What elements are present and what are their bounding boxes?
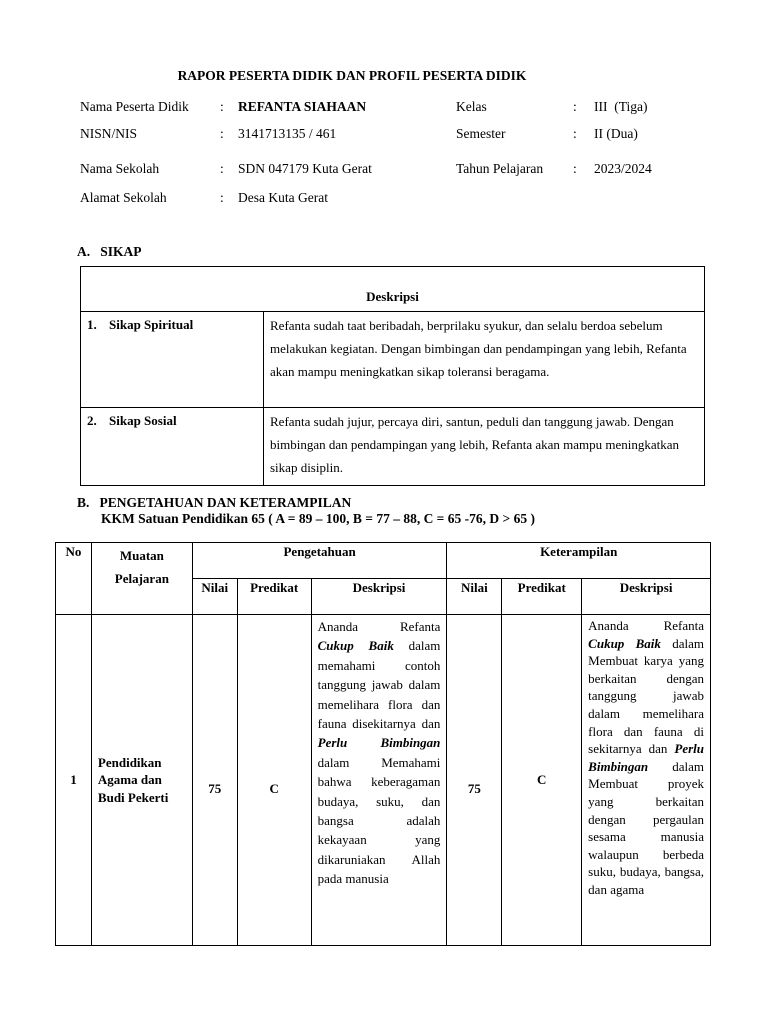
kkm-line: KKM Satuan Pendidikan 65 ( A = 89 – 100, B = 77 – 88, C = 65 -76, D > 65 ) — [101, 511, 535, 526]
colon: : — [573, 161, 577, 176]
pengetahuan-deskripsi — [311, 615, 447, 946]
table-row — [56, 615, 711, 946]
section-b-heading: B. PENGETAHUAN DAN KETERAMPILAN — [77, 495, 352, 510]
keterampilan-deskripsi — [582, 615, 711, 946]
desc-text: dalam Membuat karya yang berkaitan dengan tanggung jawab dalam memelihara flora dan fauna di sekitarnya dan — [588, 635, 704, 757]
nisn-label: NISN/NIS — [80, 126, 138, 141]
desc-text: Ananda Refanta — [317, 619, 441, 634]
muatan-pelajaran: Pendidikan Agama dan Budi Pekerti — [91, 615, 192, 946]
desc-bimbingan-emphasis: Perlu Bimbingan — [317, 735, 441, 751]
report-title: RAPOR PESERTA DIDIK DAN PROFIL PESERTA DIDIK — [177, 68, 527, 83]
pengetahuan-predikat: C — [237, 615, 311, 946]
semester-value: II (Dua) — [594, 126, 638, 141]
header-predikat: Predikat — [502, 579, 582, 615]
keterampilan-nilai: 75 — [447, 615, 502, 946]
desc-predikat-emphasis: Cukup Baik — [317, 638, 394, 654]
nilai-table — [55, 542, 711, 946]
table-row — [81, 312, 705, 408]
desc-text: dalam Membuat proyek yang berkaitan dengan pergaulan sesama manusia walaupun berbeda suku, budaya, bangsa, dan agama — [588, 758, 704, 897]
header-deskripsi: Deskripsi — [311, 579, 447, 615]
sikap-label — [81, 408, 264, 486]
alamat-value: Desa Kuta Gerat — [238, 190, 328, 205]
header-nilai: Nilai — [447, 579, 502, 615]
desc-text: dalam Memahami bahwa keberagaman budaya, suku, dan bangsa adalah kekayaan yang dikaruniakan Allah pada manusia — [317, 754, 441, 887]
header-keterampilan: Keterampilan — [447, 543, 711, 579]
tahun-value: 2023/2024 — [594, 161, 652, 176]
header-no: No — [56, 543, 92, 615]
row-number: 1 — [56, 615, 92, 946]
kelas-label: Kelas — [456, 99, 487, 114]
header-deskripsi: Deskripsi — [582, 579, 711, 615]
desc-text: dalam memahami contoh tanggung jawab dalam memelihara flora dan fauna disekitarnya dan — [317, 638, 441, 732]
sikap-description: Refanta sudah taat beribadah, berprilaku syukur, dan selalu berdoa sebelum melakukan kegiatan. Dengan bimbingan dan pendampingan yang lebih, Refanta akan mampu meningkatkan sikap toleransi beragama. — [264, 312, 705, 408]
colon: : — [220, 99, 224, 114]
tahun-label: Tahun Pelajaran — [456, 161, 544, 176]
sikap-table — [80, 266, 705, 486]
section-a-heading: A. SIKAP — [77, 244, 142, 259]
sikap-header: Deskripsi — [81, 267, 705, 312]
desc-text: Ananda Refanta — [588, 618, 704, 633]
header-nilai: Nilai — [192, 579, 237, 615]
sikap-label-text: Sikap Spiritual — [109, 317, 194, 332]
sikap-label-text: Sikap Sosial — [109, 413, 177, 428]
table-row — [81, 408, 705, 486]
row-number: 2. — [87, 413, 97, 428]
nama-label: Nama Peserta Didik — [80, 99, 189, 114]
pengetahuan-nilai: 75 — [192, 615, 237, 946]
header-muatan: Muatan Pelajaran — [91, 543, 192, 615]
row-number: 1. — [87, 317, 97, 332]
alamat-label: Alamat Sekolah — [80, 190, 167, 205]
colon: : — [220, 126, 224, 141]
header-pengetahuan: Pengetahuan — [192, 543, 447, 579]
desc-bimbingan-emphasis: Perlu Bimbingan — [588, 741, 704, 774]
header-predikat: Predikat — [237, 579, 311, 615]
desc-predikat-emphasis: Cukup Baik — [588, 635, 661, 651]
sikap-description: Refanta sudah jujur, percaya diri, santun, peduli dan tanggung jawab. Dengan bimbingan dan pendampingan yang lebih, Refanta akan mampu meningkatkan sikap disiplin. — [264, 408, 705, 486]
colon: : — [573, 99, 577, 114]
nama-value: REFANTA SIAHAAN — [238, 99, 367, 114]
nisn-value: 3141713135 / 461 — [238, 126, 337, 141]
sekolah-value: SDN 047179 Kuta Gerat — [238, 161, 372, 176]
keterampilan-predikat: C — [502, 615, 582, 946]
sikap-label — [81, 312, 264, 408]
semester-label: Semester — [456, 126, 506, 141]
colon: : — [573, 126, 577, 141]
colon: : — [220, 161, 224, 176]
sekolah-label: Nama Sekolah — [80, 161, 160, 176]
kelas-value: III (Tiga) — [594, 99, 648, 114]
colon: : — [220, 190, 224, 205]
